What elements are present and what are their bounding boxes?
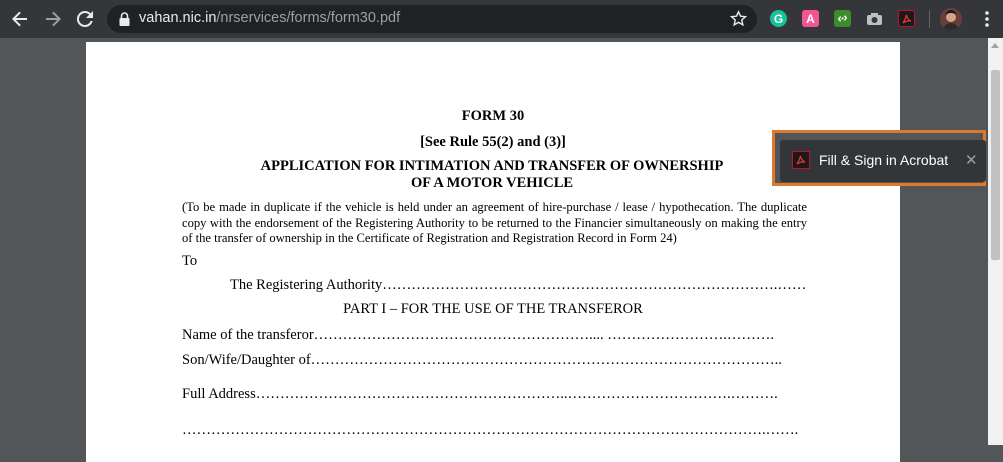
fill-sign-acrobat-popup[interactable]	[780, 140, 986, 182]
url-text: vahan.nic.in/nrservices/forms/form30.pdf	[139, 10, 401, 26]
relation-line: Son/Wife/Daughter of……………………………………………………………………………………..	[182, 352, 782, 368]
text-extension-letter: A	[806, 11, 815, 26]
scroll-up-arrow-icon[interactable]	[991, 43, 999, 48]
pdf-page	[86, 42, 900, 462]
fill-sign-label[interactable]: Fill & Sign in Acrobat	[819, 152, 949, 168]
form-title: FORM 30	[461, 108, 525, 124]
link-extension-icon[interactable]	[834, 10, 851, 27]
back-arrow-icon[interactable]	[7, 6, 33, 32]
kebab-menu-icon[interactable]	[977, 9, 997, 29]
part-one-heading: PART I – FOR THE USE OF THE TRANSFEROR	[343, 301, 643, 317]
address-blank-line: ………………………………………………………………………………………………………….…….	[182, 422, 799, 438]
full-address-line: Full Address………………………………………………………..…………………………….……….	[182, 386, 778, 402]
browser-toolbar	[0, 0, 1003, 38]
camera-extension-icon[interactable]	[866, 10, 883, 27]
scrollbar-thumb[interactable]	[991, 70, 1000, 260]
lock-icon	[119, 12, 130, 31]
profile-avatar[interactable]	[940, 8, 962, 30]
vertical-scrollbar[interactable]	[988, 38, 1003, 445]
to-label: To	[182, 253, 198, 269]
toolbar-separator	[929, 10, 930, 28]
reload-icon[interactable]	[72, 6, 98, 32]
rule-reference: [See Rule 55(2) and (3)]	[420, 134, 566, 150]
star-icon[interactable]	[730, 10, 747, 32]
acrobat-icon	[792, 151, 810, 169]
forward-arrow-icon[interactable]	[40, 6, 66, 32]
address-bar[interactable]	[107, 5, 757, 33]
heading-line-1: APPLICATION FOR INTIMATION AND TRANSFER OF OWNERSHIP	[260, 158, 724, 174]
acrobat-extension-icon[interactable]	[898, 10, 915, 27]
instruction-paragraph: (To be made in duplicate if the vehicle is held under an agreement of hire-purchase / lease / hypothecation. The duplicate copy with the endorsement of the Registering Authority to be returned to the Financier simultaneously on making the entry of the transfer of ownership in the Certificate of Registration and Registration Record in Form 24)	[182, 200, 807, 245]
heading-line-2: OF A MOTOR VEHICLE	[410, 175, 574, 191]
registering-authority-line: The Registering Authority……………………………………………………………………….……	[230, 277, 807, 293]
grammarly-icon[interactable]	[770, 10, 787, 27]
grammarly-letter: G	[773, 11, 784, 26]
text-extension-icon[interactable]	[802, 10, 819, 27]
close-icon[interactable]: ✕	[965, 152, 978, 169]
transferor-name-line: Name of the transferor………………………………………………….... …………………….……….	[182, 327, 775, 343]
